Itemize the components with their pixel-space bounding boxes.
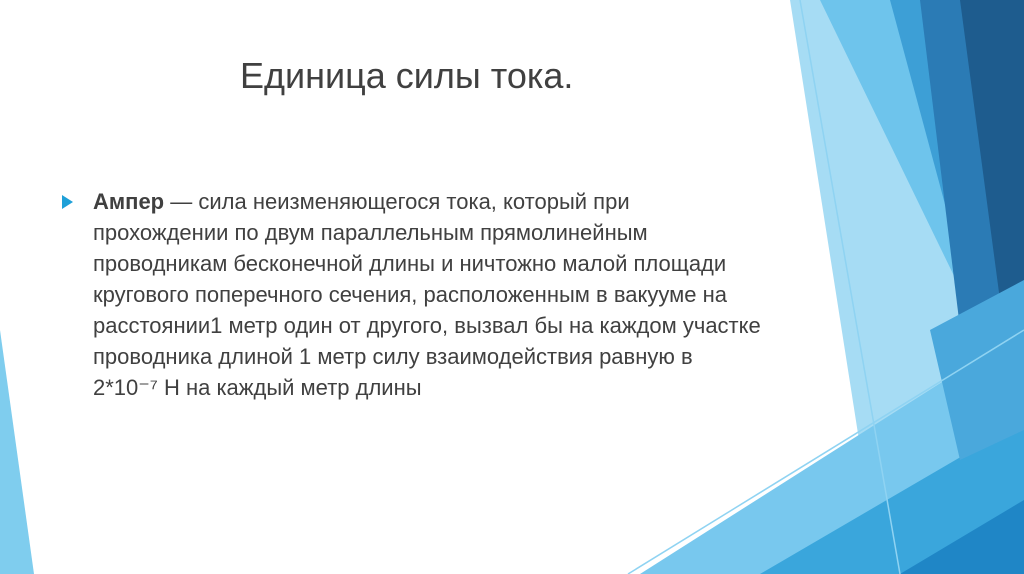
triangle-bullet-icon [62, 195, 73, 209]
slide-title: Единица силы тока. [240, 55, 574, 96]
bullet-item [62, 186, 762, 403]
bullet-definition: — сила неизменяющегося тока, который при прохождении по двум параллельным прямолинейным проводникам бесконечной длины и ничтожно малой площади кругового поперечного сечения, расположенным в вакууме на расстоянии1 метр один от другого, вызвал бы на каждом участке проводника длиной 1 метр силу взаимодействия равную в 2*10⁻⁷ Н на каждый метр длины [93, 189, 761, 400]
bullet-term: Ампер [93, 189, 165, 214]
bullet-text [93, 186, 762, 403]
